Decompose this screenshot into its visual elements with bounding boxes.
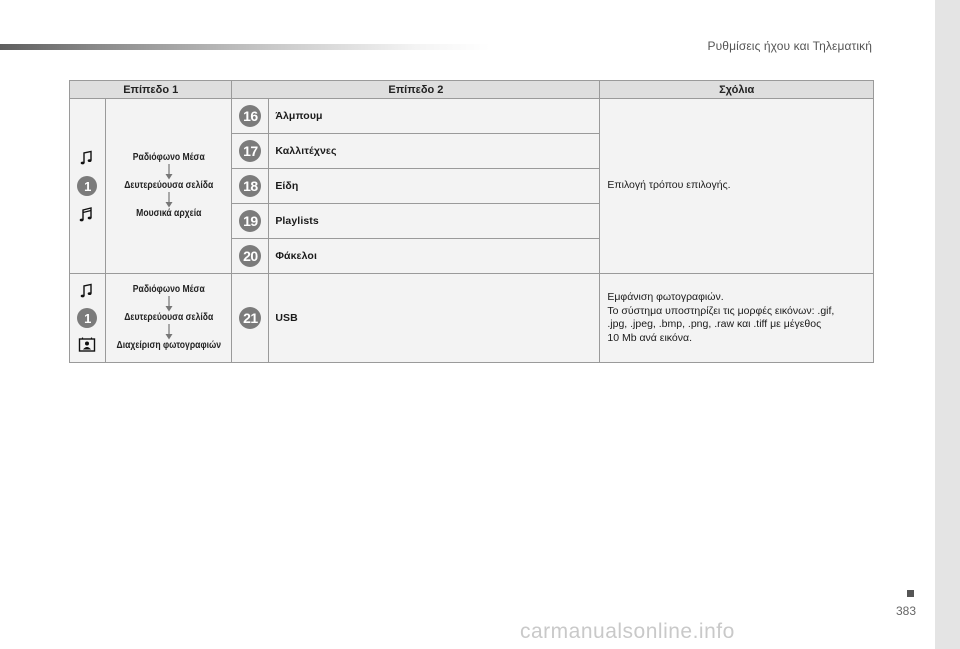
level2-number-cell: [232, 204, 269, 239]
level2-label: Καλλιτέχνες: [269, 134, 600, 169]
header-level1: Επίπεδο 1: [70, 81, 232, 99]
comment-line: 10 Mb ανά εικόνα.: [607, 331, 692, 344]
level2-number-badge: 18: [239, 175, 261, 197]
level2-number-badge: 20: [239, 245, 261, 267]
table-row: [70, 274, 874, 363]
header-comments: Σχόλια: [600, 81, 874, 99]
level2-number-cell: [232, 99, 269, 134]
comment-line: Το σύστημα υποστηρίζει τις μορφές εικόνων: .gif,: [607, 304, 835, 317]
side-margin-strip: [935, 0, 960, 649]
level2-label: Άλμπουμ: [269, 99, 600, 134]
level1-number-badge: 1: [77, 176, 97, 196]
level2-number-cell: [232, 239, 269, 274]
table-row: [70, 99, 874, 134]
level2-number-cell: [232, 169, 269, 204]
arrow-down-icon: [165, 296, 173, 312]
comment-cell: Επιλογή τρόπου επιλογής.: [600, 99, 874, 274]
path-step: Ραδιόφωνο Μέσα: [132, 284, 205, 295]
page-header-title: Ρυθμίσεις ήχου και Τηλεματική: [707, 39, 872, 53]
comment-line: Εμφάνιση φωτογραφιών.: [607, 291, 724, 303]
comment-line: .jpg, .jpeg, .bmp, .png, .raw και .tiff με μέγεθος: [607, 318, 822, 330]
watermark: carmanualsonline.info: [520, 620, 735, 643]
header-gradient-rule: [0, 44, 490, 50]
navigation-path: [105, 274, 232, 363]
header-level2: Επίπεδο 2: [232, 81, 600, 99]
level2-number-badge: 16: [239, 105, 261, 127]
level2-number-cell: [232, 134, 269, 169]
arrow-down-icon: [165, 324, 173, 340]
level2-number-badge: 19: [239, 210, 261, 232]
level1-number-badge: 1: [77, 308, 97, 328]
level2-number-badge: 17: [239, 140, 261, 162]
path-step: Μουσικά αρχεία: [136, 208, 202, 219]
path-step: Δευτερεύουσα σελίδα: [124, 180, 214, 191]
level1-cell: [70, 99, 106, 274]
settings-table: [69, 80, 874, 363]
level2-label: Είδη: [269, 169, 600, 204]
level2-number-cell: [232, 274, 269, 363]
arrow-down-icon: [165, 164, 173, 180]
level1-cell: [70, 274, 106, 363]
table-header-row: [70, 81, 874, 99]
photo-icon: [77, 335, 97, 355]
music-notes-icon: [77, 204, 97, 224]
page-marker-square: [907, 590, 914, 597]
path-step: Ραδιόφωνο Μέσα: [132, 152, 205, 163]
path-step: Δευτερεύουσα σελίδα: [124, 312, 214, 323]
level2-label: Φάκελοι: [269, 239, 600, 274]
level2-label: Playlists: [269, 204, 600, 239]
path-step: Διαχείριση φωτογραφιών: [116, 340, 221, 351]
music-note-icon: [77, 148, 97, 168]
navigation-path: [105, 99, 232, 274]
comment-cell: [600, 274, 874, 363]
level2-label: USB: [269, 274, 600, 363]
level2-number-badge: 21: [239, 307, 261, 329]
arrow-down-icon: [165, 192, 173, 208]
page-number: 383: [895, 604, 916, 618]
music-note-icon: [77, 281, 97, 301]
